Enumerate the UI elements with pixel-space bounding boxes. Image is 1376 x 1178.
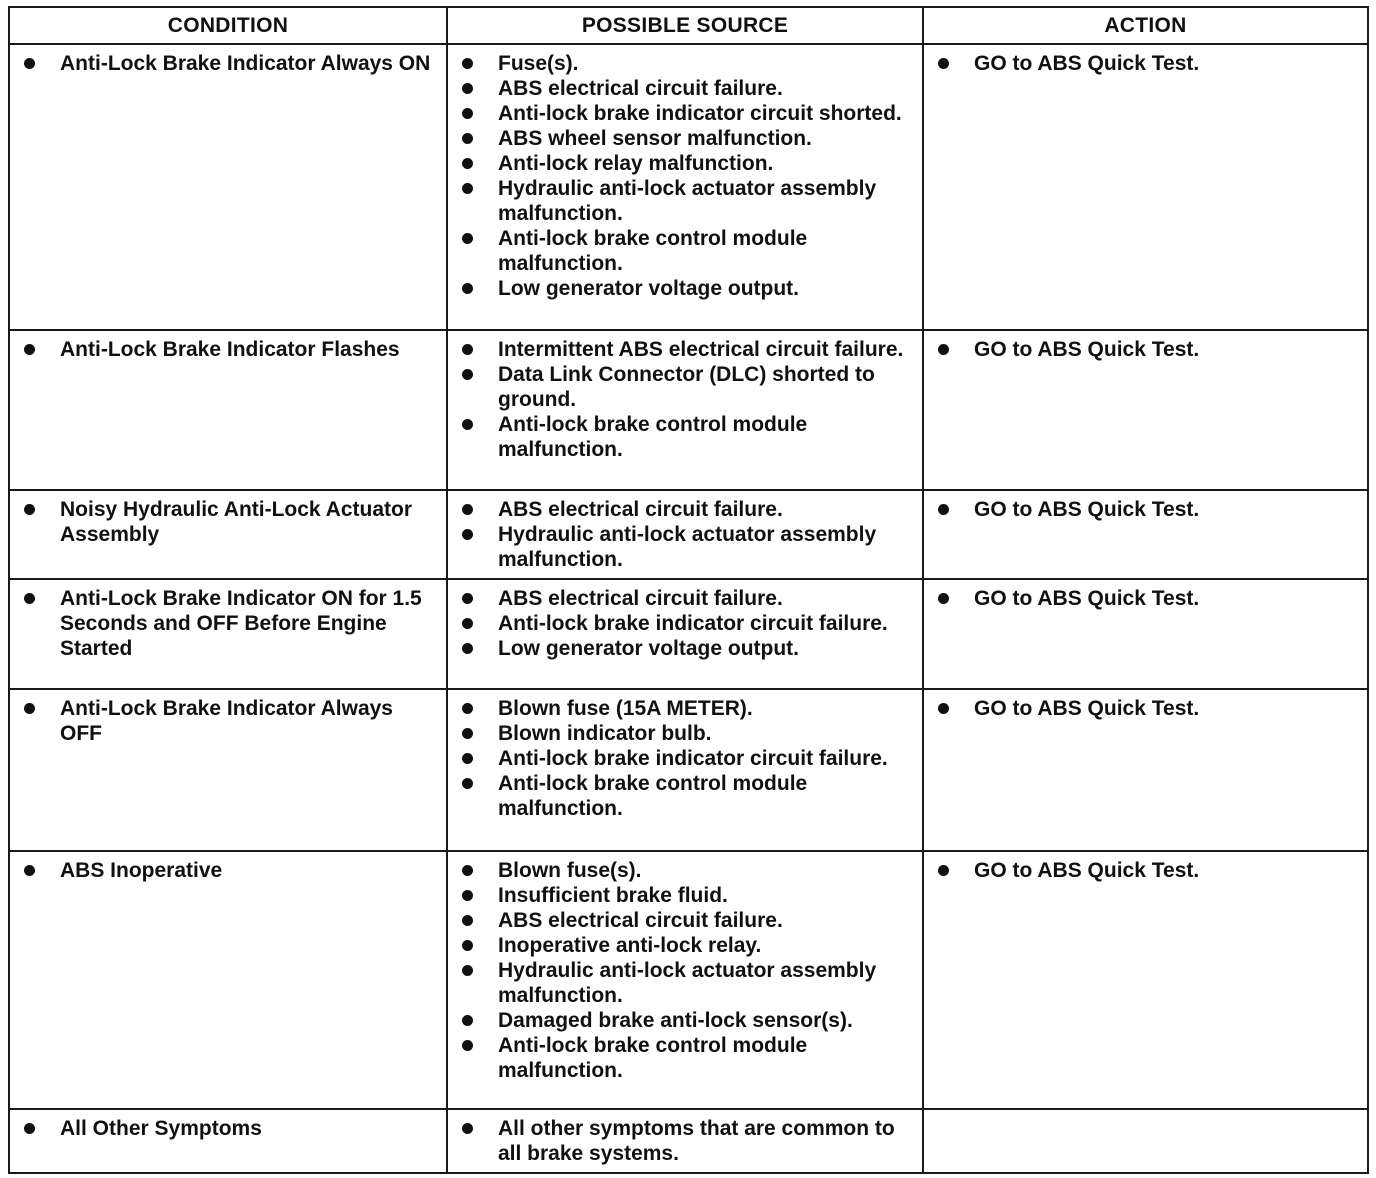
condition-cell (9, 689, 447, 851)
table-row (9, 330, 1368, 490)
condition-item-text: ABS Inoperative (60, 859, 223, 882)
condition-item (18, 858, 438, 883)
condition-cell (9, 490, 447, 579)
action-cell (923, 330, 1368, 490)
diagnosis-table-sheet (8, 6, 1367, 1174)
condition-item (18, 497, 438, 547)
table-row (9, 44, 1368, 330)
source-item-text: ABS electrical circuit failure. (498, 498, 783, 521)
action-cell (923, 490, 1368, 579)
table-row (9, 1109, 1368, 1173)
condition-cell (9, 44, 447, 330)
source-item-text: Blown fuse(s). (498, 859, 642, 882)
source-item-text: Anti-lock relay malfunction. (498, 152, 774, 175)
condition-item-text: Anti-Lock Brake Indicator Flashes (60, 338, 400, 361)
action-list (932, 858, 1359, 883)
action-item (932, 337, 1359, 362)
action-cell (923, 851, 1368, 1109)
source-item (456, 611, 914, 636)
condition-cell (9, 851, 447, 1109)
action-list (932, 337, 1359, 362)
condition-item-text: Noisy Hydraulic Anti-Lock Actuator Assembly (60, 498, 412, 546)
symptom-chart-table (8, 6, 1369, 1174)
condition-item (18, 337, 438, 362)
possible-source-cell (447, 44, 923, 330)
source-item (456, 696, 914, 721)
source-item (456, 497, 914, 522)
possible-source-cell (447, 579, 923, 689)
action-cell (923, 579, 1368, 689)
source-item (456, 51, 914, 76)
condition-list (18, 337, 438, 362)
action-item (932, 586, 1359, 611)
source-item (456, 858, 914, 883)
source-item (456, 746, 914, 771)
action-column-header: ACTION (923, 7, 1368, 44)
source-item-text: Insufficient brake fluid. (498, 884, 728, 907)
source-item-text: Anti-lock brake control module malfunction. (498, 413, 808, 461)
source-item (456, 958, 914, 1008)
source-item (456, 1008, 914, 1033)
condition-list (18, 1116, 438, 1141)
source-item-text: Anti-lock brake indicator circuit shorted. (498, 102, 902, 125)
condition-item-text: All Other Symptoms (60, 1117, 262, 1140)
action-item-text: GO to ABS Quick Test. (974, 587, 1200, 610)
action-list (932, 696, 1359, 721)
condition-column-header: CONDITION (9, 7, 447, 44)
source-item-text: Blown indicator bulb. (498, 722, 712, 745)
source-item-text: Low generator voltage output. (498, 277, 800, 300)
table-row (9, 689, 1368, 851)
source-item-text: Inoperative anti-lock relay. (498, 934, 762, 957)
condition-cell (9, 579, 447, 689)
source-item-text: Anti-lock brake control module malfunction. (498, 227, 808, 275)
action-item (932, 51, 1359, 76)
table-row (9, 579, 1368, 689)
possible-source-cell (447, 689, 923, 851)
source-item-text: Hydraulic anti-lock actuator assembly malfunction. (498, 177, 877, 225)
source-item-text: Anti-lock brake indicator circuit failure. (498, 747, 888, 770)
condition-item (18, 696, 438, 746)
possible-source-list (456, 51, 914, 301)
source-item-text: Damaged brake anti-lock sensor(s). (498, 1009, 853, 1032)
source-item (456, 276, 914, 301)
source-item (456, 908, 914, 933)
condition-list (18, 586, 438, 661)
action-item (932, 497, 1359, 522)
condition-cell (9, 1109, 447, 1173)
source-item-text: Blown fuse (15A METER). (498, 697, 753, 720)
action-list (932, 586, 1359, 611)
condition-cell (9, 330, 447, 490)
possible-source-cell (447, 490, 923, 579)
source-item-text: All other symptoms that are common to all brake systems. (498, 1117, 895, 1165)
source-item (456, 101, 914, 126)
source-item (456, 771, 914, 821)
action-item-text: GO to ABS Quick Test. (974, 498, 1200, 521)
condition-item-text: Anti-Lock Brake Indicator ON for 1.5 Seconds and OFF Before Engine Started (60, 587, 422, 660)
condition-item (18, 586, 438, 661)
source-item-text: Anti-lock brake control module malfunction. (498, 772, 808, 820)
action-item (932, 858, 1359, 883)
condition-list (18, 51, 438, 76)
source-item (456, 126, 914, 151)
possible-source-column-header: POSSIBLE SOURCE (447, 7, 923, 44)
source-item (456, 721, 914, 746)
source-item (456, 176, 914, 226)
action-item-text: GO to ABS Quick Test. (974, 697, 1200, 720)
table-header-row (9, 7, 1368, 44)
source-item (456, 933, 914, 958)
source-item (456, 337, 914, 362)
possible-source-list (456, 586, 914, 661)
action-item-text: GO to ABS Quick Test. (974, 52, 1200, 75)
possible-source-list (456, 696, 914, 821)
source-item-text: Low generator voltage output. (498, 637, 800, 660)
source-item-text: Fuse(s). (498, 52, 579, 75)
possible-source-list (456, 337, 914, 462)
action-cell (923, 689, 1368, 851)
condition-list (18, 696, 438, 746)
source-item-text: Hydraulic anti-lock actuator assembly malfunction. (498, 959, 877, 1007)
source-item (456, 636, 914, 661)
possible-source-cell (447, 851, 923, 1109)
source-item (456, 226, 914, 276)
possible-source-cell (447, 1109, 923, 1173)
source-item (456, 1033, 914, 1083)
source-item-text: Anti-lock brake indicator circuit failure. (498, 612, 888, 635)
action-list (932, 497, 1359, 522)
action-list (932, 51, 1359, 76)
source-item-text: Hydraulic anti-lock actuator assembly malfunction. (498, 523, 877, 571)
possible-source-list (456, 858, 914, 1083)
source-item (456, 586, 914, 611)
possible-source-cell (447, 330, 923, 490)
source-item-text: ABS electrical circuit failure. (498, 587, 783, 610)
action-item-text: GO to ABS Quick Test. (974, 338, 1200, 361)
table-row (9, 851, 1368, 1109)
possible-source-list (456, 497, 914, 572)
source-item-text: Data Link Connector (DLC) shorted to ground. (498, 363, 875, 411)
source-item-text: ABS wheel sensor malfunction. (498, 127, 812, 150)
source-item (456, 522, 914, 572)
action-item-text: GO to ABS Quick Test. (974, 859, 1200, 882)
source-item (456, 151, 914, 176)
condition-list (18, 497, 438, 547)
source-item (456, 883, 914, 908)
condition-list (18, 858, 438, 883)
table-body (9, 44, 1368, 1173)
condition-item (18, 1116, 438, 1141)
condition-item-text: Anti-Lock Brake Indicator Always OFF (60, 697, 393, 745)
action-item (932, 696, 1359, 721)
condition-item (18, 51, 438, 76)
condition-item-text: Anti-Lock Brake Indicator Always ON (60, 52, 431, 75)
source-item (456, 76, 914, 101)
source-item-text: Intermittent ABS electrical circuit failure. (498, 338, 904, 361)
table-row (9, 490, 1368, 579)
source-item-text: ABS electrical circuit failure. (498, 77, 783, 100)
source-item (456, 1116, 914, 1166)
source-item-text: ABS electrical circuit failure. (498, 909, 783, 932)
source-item (456, 362, 914, 412)
source-item (456, 412, 914, 462)
action-cell (923, 1109, 1368, 1173)
action-cell (923, 44, 1368, 330)
possible-source-list (456, 1116, 914, 1166)
source-item-text: Anti-lock brake control module malfunction. (498, 1034, 808, 1082)
